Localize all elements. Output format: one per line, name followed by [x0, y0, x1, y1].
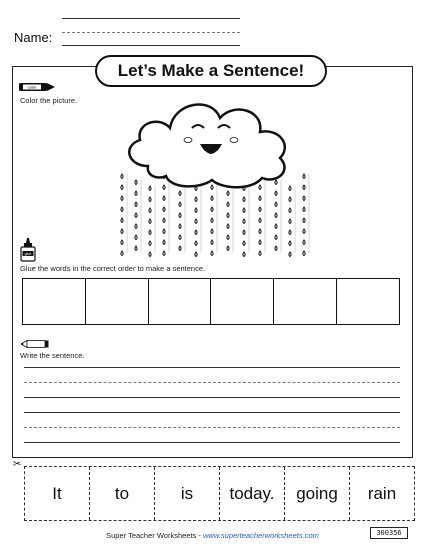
rain-drop [163, 240, 165, 245]
rain-drop [259, 218, 261, 223]
name-field-line[interactable] [62, 45, 240, 46]
rain-drop [179, 191, 181, 196]
rain-drop [289, 186, 291, 191]
glue-boxes [22, 278, 400, 325]
writing-guide-line [24, 382, 400, 383]
rain-drop [303, 251, 305, 256]
rain-drop [227, 224, 229, 229]
rain-drop [149, 252, 151, 257]
rain-drop [259, 240, 261, 245]
rain-drop [303, 174, 305, 179]
rain-drop [163, 185, 165, 190]
rain-drop [289, 241, 291, 246]
rain-drop [275, 180, 277, 185]
rain-drop [289, 208, 291, 213]
glue-label: glue [24, 252, 32, 256]
rain-drop [135, 191, 137, 196]
rain-drop [163, 229, 165, 234]
rain-drop [227, 235, 229, 240]
rain-drop [179, 213, 181, 218]
rain-drop [275, 213, 277, 218]
rain-drop [259, 185, 261, 190]
word-card[interactable]: rain [367, 483, 397, 503]
rain-drop [121, 251, 123, 256]
rain-drop [211, 207, 213, 212]
rain-drop [211, 196, 213, 201]
rain-drop [259, 207, 261, 212]
glue-box[interactable] [86, 279, 149, 324]
footer-url[interactable]: www.superteacherworksheets.com [202, 531, 319, 540]
rain-drop [211, 185, 213, 190]
footer [0, 531, 425, 540]
rain-drop [227, 213, 229, 218]
rain-drop [303, 229, 305, 234]
rain-drop [121, 196, 123, 201]
instruction-color: Color the picture. [20, 96, 78, 105]
writing-guide-line [24, 427, 400, 428]
rain-drop [211, 251, 213, 256]
writing-line[interactable] [24, 412, 400, 413]
rain-drop [259, 251, 261, 256]
rain-drop [163, 218, 165, 223]
rain-drop [211, 218, 213, 223]
word-card[interactable]: It [25, 467, 90, 520]
instruction-write: Write the sentence. [20, 351, 85, 360]
rain-drop [163, 207, 165, 212]
name-line-dashed [62, 32, 240, 33]
rain-drop [121, 229, 123, 234]
rain-drop [195, 208, 197, 213]
rain-drop [149, 197, 151, 202]
glue-box[interactable] [337, 279, 399, 324]
footer-separator: - [196, 531, 203, 540]
rain-drop [259, 196, 261, 201]
rain-drop [289, 219, 291, 224]
rain-drop [303, 207, 305, 212]
rain-drop [195, 197, 197, 202]
rain-drop [179, 246, 181, 251]
worksheet-title: Let’s Make a Sentence! [95, 55, 327, 87]
rain-drop [275, 191, 277, 196]
writing-line[interactable] [24, 442, 400, 443]
rain-drop [121, 207, 123, 212]
rain-drop [121, 174, 123, 179]
rain-drop [227, 202, 229, 207]
rain-drop [303, 185, 305, 190]
name-line-top [62, 18, 240, 19]
rain-drop [243, 208, 245, 213]
glue-box[interactable] [211, 279, 274, 324]
glue-box[interactable] [23, 279, 86, 324]
scissors-icon: ✂ [13, 459, 22, 470]
footer-site: Super Teacher Worksheets [106, 531, 197, 540]
rain-drop [135, 224, 137, 229]
word-card[interactable]: is [155, 467, 220, 520]
word-cards [24, 466, 415, 521]
rain-drop [195, 219, 197, 224]
rain-drop [149, 219, 151, 224]
rain-drop [135, 213, 137, 218]
rain-drop [195, 241, 197, 246]
rain-drop [275, 235, 277, 240]
rain-drop [149, 208, 151, 213]
rain-drop [243, 197, 245, 202]
rain-drop [149, 230, 151, 235]
rain-drop [227, 246, 229, 251]
crayon-icon [19, 82, 55, 92]
pencil-icon [21, 340, 49, 348]
rain-drop [135, 202, 137, 207]
name-label: Name: [14, 30, 53, 45]
glue-bottle-icon [20, 238, 36, 262]
rain-drop [179, 224, 181, 229]
rain-drop [149, 186, 151, 191]
instruction-glue: Glue the words in the correct order to make a sentence. [20, 264, 206, 273]
rain-drop [121, 240, 123, 245]
rain-drop [275, 202, 277, 207]
rain-drop [121, 218, 123, 223]
rain-drop [303, 218, 305, 223]
rain-drop [303, 240, 305, 245]
glue-box[interactable] [149, 279, 212, 324]
rain-drop [243, 252, 245, 257]
rain-drop [227, 191, 229, 196]
glue-box[interactable] [274, 279, 337, 324]
rain-drop [243, 230, 245, 235]
rain-drop [179, 235, 181, 240]
rain-drop [289, 230, 291, 235]
rain-drop [275, 246, 277, 251]
rain-drop [211, 240, 213, 245]
rain-drop [303, 196, 305, 201]
rain-drop [121, 185, 123, 190]
rain-drop [243, 219, 245, 224]
rain-drop [195, 230, 197, 235]
rain-drop [163, 196, 165, 201]
rain-drop [163, 251, 165, 256]
rain-drop [135, 235, 137, 240]
rain-drop [135, 180, 137, 185]
worksheet-code: 300356 [370, 527, 408, 539]
rain-drop [149, 241, 151, 246]
rain-drop [211, 229, 213, 234]
rain-drop [243, 241, 245, 246]
rain-drop [259, 229, 261, 234]
rain-drop [289, 252, 291, 257]
word-card[interactable]: today. [220, 467, 285, 520]
rain-drop [275, 224, 277, 229]
writing-line[interactable] [24, 397, 400, 398]
rain-drop [135, 246, 137, 251]
rain-drop [179, 202, 181, 207]
rain-drops [121, 174, 309, 257]
crayon-label: color [27, 84, 37, 90]
rain-drop [289, 197, 291, 202]
cloud-rain-picture[interactable] [100, 88, 330, 258]
word-card[interactable]: going [285, 467, 350, 520]
writing-line[interactable] [24, 367, 400, 368]
rain-drop [195, 252, 197, 257]
word-card[interactable]: to [90, 467, 155, 520]
